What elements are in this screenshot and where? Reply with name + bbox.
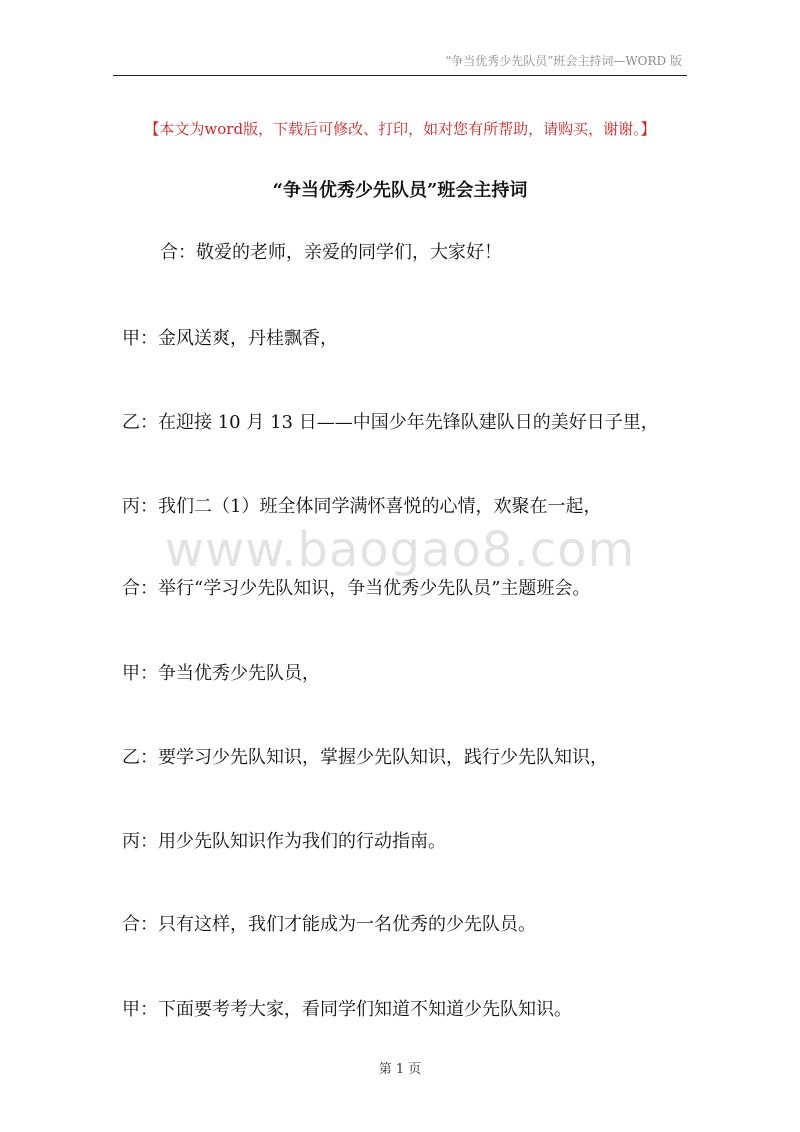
paragraph: 乙：在迎接 10 月 13 日——中国少年先锋队建队日的美好日子里， <box>122 412 659 433</box>
watermark: www.baogao8.com <box>164 522 636 578</box>
paragraph: 甲：金风送爽，丹桂飘香， <box>122 328 338 349</box>
paragraph: 甲：下面要考考大家，看同学们知道不知道少先队知识。 <box>122 999 572 1020</box>
paragraph: 合：敬爱的老师，亲爱的同学们，大家好！ <box>160 242 502 263</box>
paragraph: 合：举行“学习少先队知识，争当优秀少先队员”主题班会。 <box>122 578 591 599</box>
paragraph: 丙：我们二（1）班全体同学满怀喜悦的心情，欢聚在一起， <box>122 496 602 517</box>
purchase-notice: 【本文为word版，下载后可修改、打印，如对您有所帮助，请购买，谢谢。】 <box>144 120 656 138</box>
page-number: 第 1 页 <box>378 1062 422 1077</box>
paragraph: 合：只有这样，我们才能成为一名优秀的少先队员。 <box>122 914 536 935</box>
paragraph: 乙：要学习少先队知识，掌握少先队知识，践行少先队知识， <box>122 747 608 768</box>
header-divider <box>113 75 687 76</box>
document-title: “争当优秀少先队员”班会主持词 <box>272 180 528 201</box>
paragraph: 丙：用少先队知识作为我们的行动指南。 <box>122 831 446 852</box>
paragraph: 甲：争当优秀少先队员， <box>122 663 320 684</box>
running-header: “争当优秀少先队员”班会主持词—WORD 版 <box>445 54 682 68</box>
